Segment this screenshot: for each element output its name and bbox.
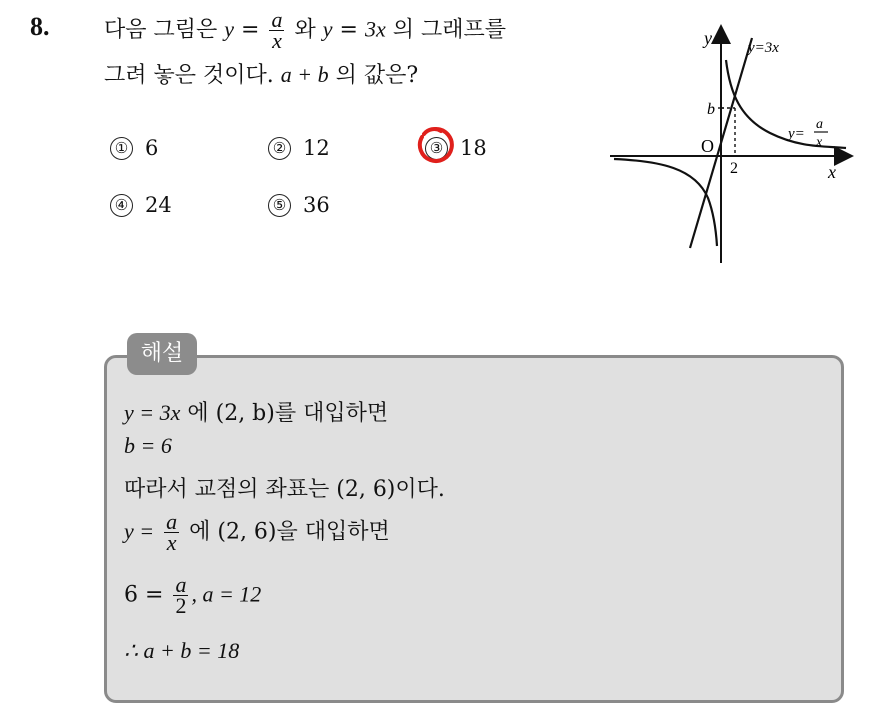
solution-line-3: 따라서 교점의 좌표는 (2, 6)이다. [124,477,445,502]
math-expr: 3x [364,16,386,42]
choice-number: ① [110,137,133,160]
choice-1[interactable] [110,136,158,160]
curve-label: y= [788,126,805,142]
math-expr: a + b [280,62,329,87]
question-line-1: 다음 그림은 y = $\frac{a}{x}$ 와 y = 3x 의 그래프를 [104,7,506,53]
solution-line-5: 6 = $\frac{a}{2}$ , a = 12 [124,572,262,618]
hyperbola-q3 [614,159,717,246]
fraction-a-over-x: $\frac{a}{x}$ [271,7,283,53]
solution-tag: 해설 [127,333,197,375]
math-var: y [224,16,235,42]
graph-figure [600,18,870,268]
choice-value: 18 [460,136,487,160]
curve-label-num: a [816,117,823,132]
solution-line-2: b = 6 [124,433,172,458]
choice-number: ② [268,137,291,160]
solution-line-4: y = $\frac{a}{x}$ 에 (2, 6)을 대입하면 [124,509,390,555]
x-axis-label: x [828,162,836,182]
choice-number: ④ [110,194,133,217]
b-label: b [707,101,715,118]
answer-mark-circle [416,125,456,165]
question-text: 다음 그림은 [104,17,218,43]
choice-2[interactable] [268,136,330,160]
choice-value: 12 [303,136,330,160]
math-expr: y = 3x [124,400,181,425]
y-axis-label: y [704,28,712,48]
choice-value: 6 [145,136,159,160]
choice-number: ⑤ [268,194,291,217]
line-label: y=3x [748,40,779,56]
question-text: 그려 놓은 것이다. [104,63,274,88]
question-number: 8. [30,12,50,41]
choice-value: 36 [303,193,330,217]
choice-5[interactable] [268,193,330,217]
hyperbola-q1 [726,60,846,148]
question-text: 와 [294,17,316,43]
choice-number: ③ [425,137,448,160]
question-text: 의 값은? [335,63,419,88]
choice-value: 24 [145,193,172,217]
origin-label: O [701,136,714,156]
fraction-a-over-2: $\frac{a}{2}$ [175,572,187,618]
solution-line-6: ∴ a + b = 18 [124,638,240,663]
question-text: 의 그래프를 [392,17,506,43]
fraction-a-over-x: $\frac{a}{x}$ [166,509,178,555]
x-tick-2: 2 [730,160,738,177]
math-var: y [322,16,333,42]
solution-line-1: y = 3x 에 (2, b)를 대입하면 [124,400,389,426]
curve-label-den: x [816,135,823,150]
question-line-2 [104,60,418,91]
choice-4[interactable] [110,193,172,217]
